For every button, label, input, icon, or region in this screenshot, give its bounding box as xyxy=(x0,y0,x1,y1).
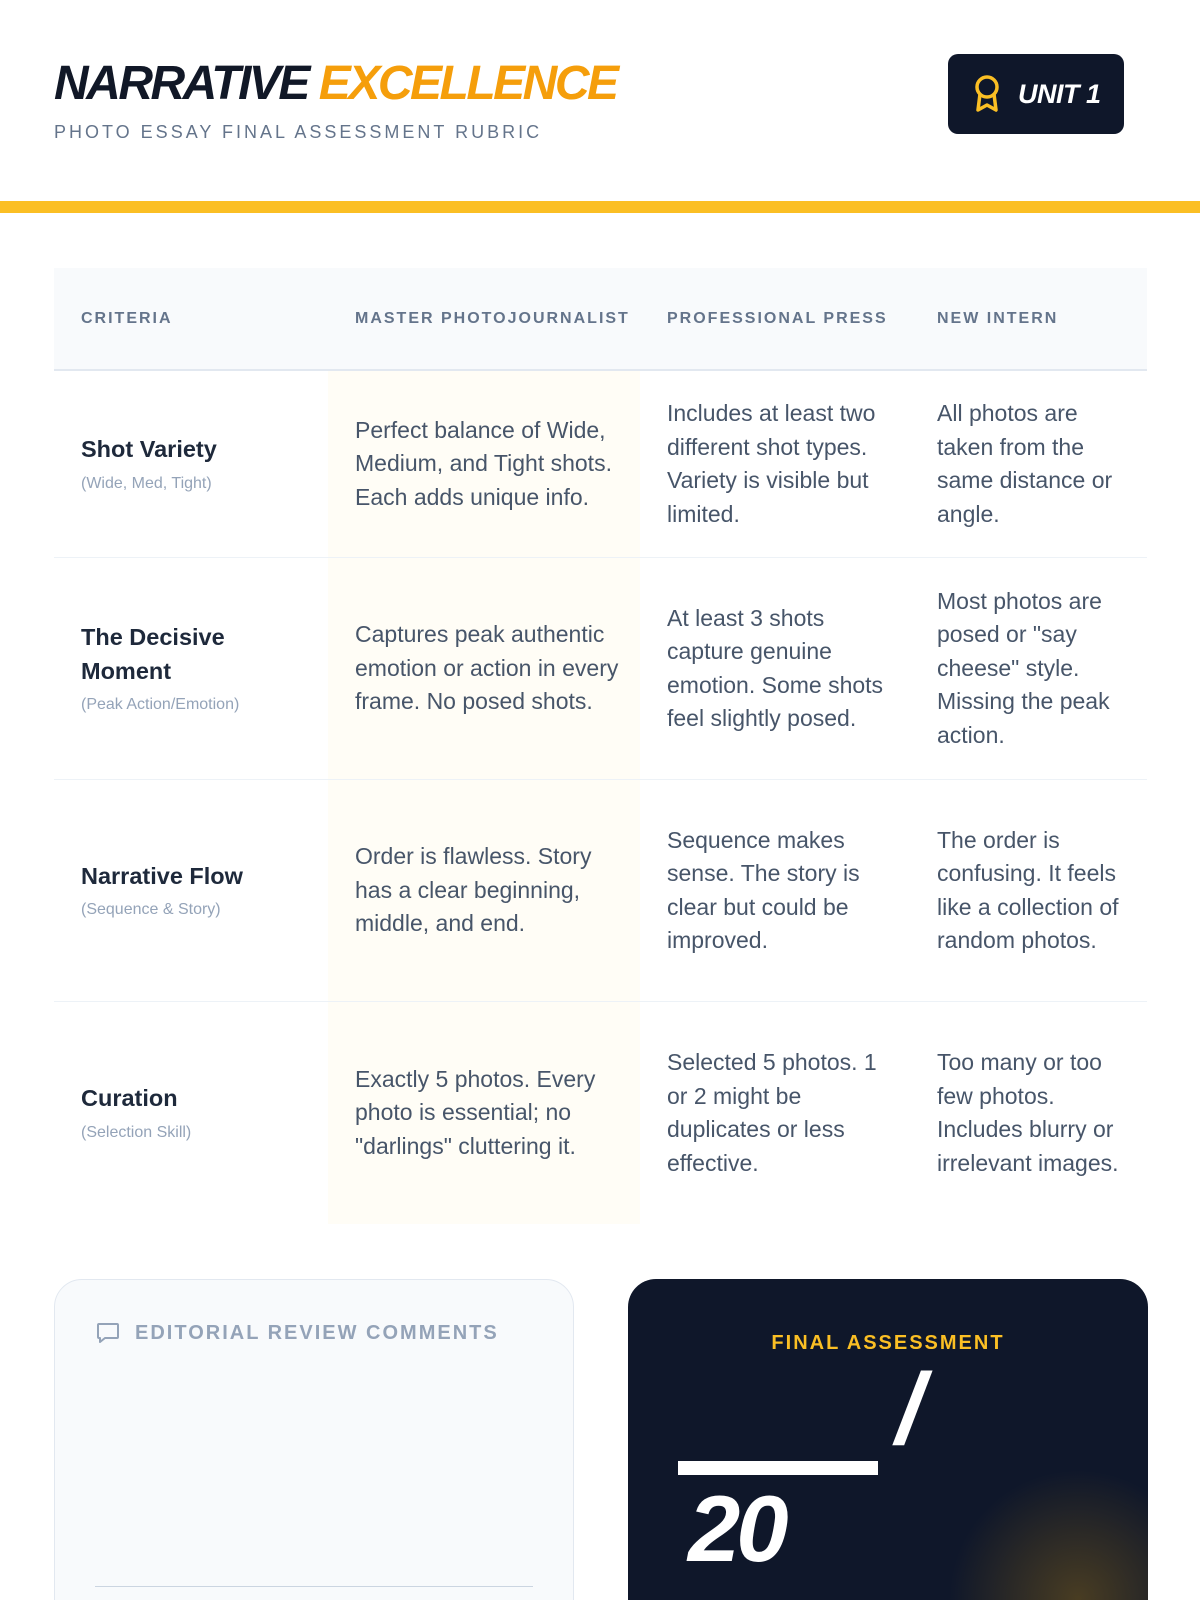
score-total: 20 xyxy=(688,1476,785,1581)
intern-cell: Most photos are posed or "say cheese" style. Missing the peak action. xyxy=(937,587,1110,748)
header-accent-rule xyxy=(0,201,1200,213)
unit-badge xyxy=(948,54,1124,134)
professional-cell: Selected 5 photos. 1 or 2 might be duplicates or less effective. xyxy=(667,1049,877,1176)
column-header-professional: PROFESSIONAL PRESS xyxy=(667,310,888,327)
criteria-name: Shot Variety xyxy=(81,436,217,463)
table-row xyxy=(54,780,1147,1002)
title-primary: NARRATIVE xyxy=(54,57,308,110)
criteria-name: Curation xyxy=(81,1085,178,1112)
column-header-criteria: CRITERIA xyxy=(81,310,173,327)
table-row xyxy=(54,558,1147,780)
criteria-subtitle: (Sequence & Story) xyxy=(81,901,221,919)
final-assessment-label: FINAL ASSESSMENT xyxy=(771,1332,1005,1354)
criteria-subtitle: (Selection Skill) xyxy=(81,1123,192,1141)
criteria-cell xyxy=(54,371,328,557)
page-header xyxy=(54,56,1124,156)
master-cell: Perfect balance of Wide, Medium, and Tight shots. Each adds unique info. xyxy=(328,371,640,557)
unit-label: UNIT 1 xyxy=(1018,78,1101,109)
criteria-cell xyxy=(54,780,328,1001)
intern-cell: Too many or too few photos. Includes blurry or irrelevant images. xyxy=(937,1049,1119,1176)
column-header-intern: NEW INTERN xyxy=(937,310,1059,327)
professional-cell: At least 3 shots capture genuine emotion. Some shots feel slightly posed. xyxy=(667,604,884,731)
award-ribbon-icon xyxy=(974,75,1000,113)
chat-bubble-icon xyxy=(95,1320,121,1346)
page-subtitle: PHOTO ESSAY FINAL ASSESSMENT RUBRIC xyxy=(54,122,543,142)
comments-title: EDITORIAL REVIEW COMMENTS xyxy=(135,1321,499,1344)
table-row xyxy=(54,371,1147,558)
table-row xyxy=(54,1002,1147,1224)
professional-cell: Includes at least two different shot types. Variety is visible but limited. xyxy=(667,400,876,527)
score-blank-line[interactable] xyxy=(678,1461,878,1475)
master-cell: Order is flawless. Story has a clear beginning, middle, and end. xyxy=(328,780,640,1001)
criteria-subtitle: (Wide, Med, Tight) xyxy=(81,474,212,492)
column-header-master: MASTER PHOTOJOURNALIST xyxy=(355,310,630,327)
criteria-name: The Decisive Moment xyxy=(81,624,225,684)
intern-cell: The order is confusing. It feels like a collection of random photos. xyxy=(937,826,1119,953)
title-accent: EXCELLENCE xyxy=(318,57,617,110)
professional-cell: Sequence makes sense. The story is clear but could be improved. xyxy=(667,826,860,953)
criteria-cell xyxy=(54,558,328,779)
criteria-subtitle: (Peak Action/Emotion) xyxy=(81,696,240,713)
final-glow xyxy=(948,1469,1148,1600)
criteria-name: Narrative Flow xyxy=(81,862,243,889)
criteria-cell xyxy=(54,1002,328,1224)
score-slash: / xyxy=(896,1353,924,1465)
master-cell: Captures peak authentic emotion or action in every frame. No posed shots. xyxy=(328,558,640,779)
rubric-header-row xyxy=(54,268,1147,371)
editorial-comments-box[interactable] xyxy=(54,1279,574,1600)
comments-header xyxy=(95,1320,499,1346)
master-cell: Exactly 5 photos. Every photo is essential; no "darlings" cluttering it. xyxy=(328,1002,640,1224)
rubric-table xyxy=(54,268,1147,1224)
comments-writing-line xyxy=(95,1586,533,1587)
final-assessment-box xyxy=(628,1279,1148,1600)
intern-cell: All photos are taken from the same distance or angle. xyxy=(937,400,1113,527)
